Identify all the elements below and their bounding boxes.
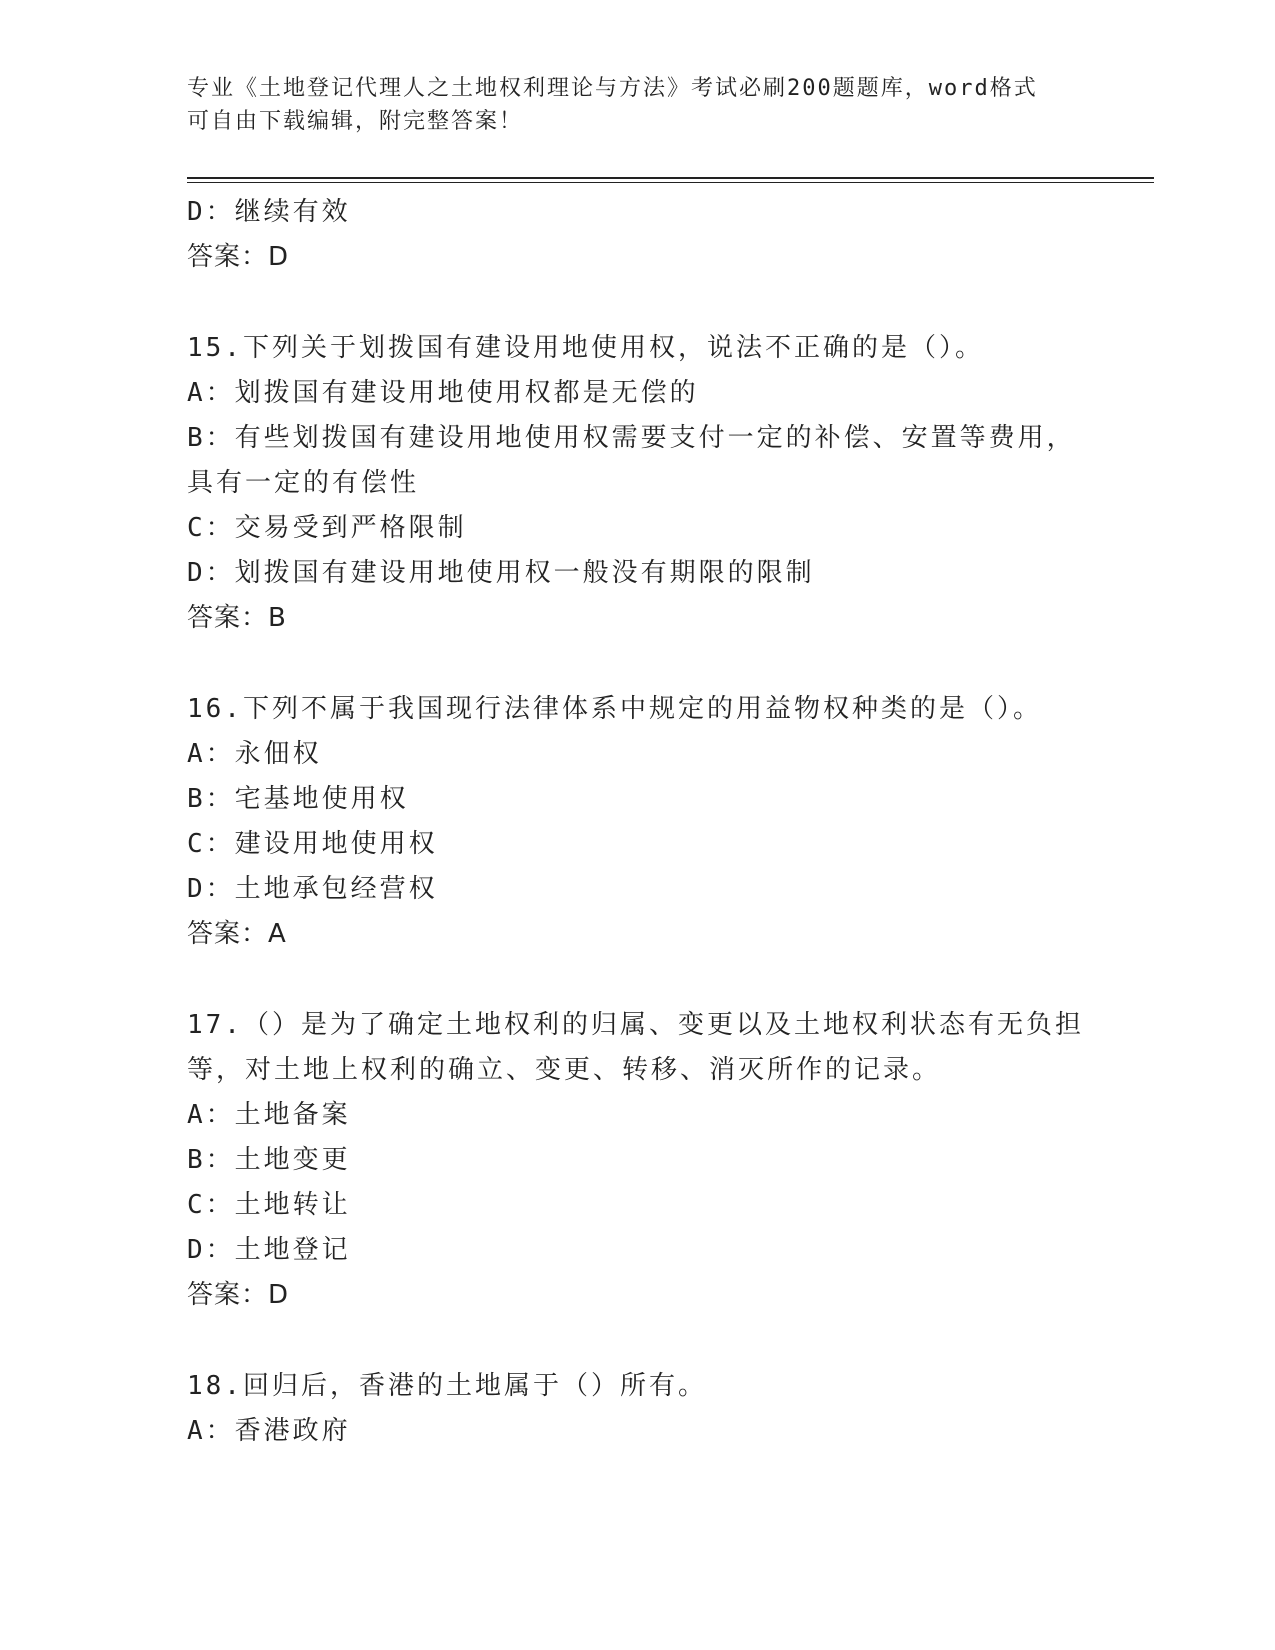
header-line-1: 专业《土地登记代理人之土地权利理论与方法》考试必刷200题题库，word格式 — [187, 76, 1038, 101]
header-line-2: 可自由下载编辑，附完整答案！ — [187, 109, 524, 134]
header-divider-thick — [187, 177, 1154, 179]
option-d: D：划拨国有建设用地使用权一般没有期限的限制 — [187, 558, 815, 588]
option-a: A：香港政府 — [187, 1416, 351, 1446]
question-18 — [187, 1364, 1087, 1454]
option-c: C：建设用地使用权 — [187, 829, 438, 859]
question-17 — [187, 1003, 1087, 1318]
option-d: D：土地承包经营权 — [187, 874, 438, 904]
option-b: B：宅基地使用权 — [187, 784, 409, 814]
question-14 — [187, 190, 1087, 280]
question-stem: 18.回归后，香港的土地属于（）所有。 — [187, 1371, 707, 1401]
question-list — [187, 190, 1087, 1454]
answer: 答案：D — [187, 1280, 290, 1310]
answer: 答案：B — [187, 603, 287, 633]
option-b-continued: 具有一定的有偿性 — [187, 468, 420, 498]
option-b: B：土地变更 — [187, 1145, 351, 1175]
option-a: A：永佃权 — [187, 739, 322, 769]
option-a: A：土地备案 — [187, 1100, 351, 1130]
option-c: C：土地转让 — [187, 1190, 351, 1220]
answer: 答案：A — [187, 919, 287, 949]
option-c: C：交易受到严格限制 — [187, 513, 467, 543]
question-16 — [187, 687, 1087, 957]
spacer — [187, 1318, 1087, 1364]
spacer — [187, 957, 1087, 1003]
question-stem-continued: 等，对土地上权利的确立、变更、转移、消灭所作的记录。 — [187, 1055, 942, 1085]
question-stem: 16.下列不属于我国现行法律体系中规定的用益物权种类的是（）。 — [187, 694, 1042, 724]
answer: 答案：D — [187, 242, 290, 272]
question-stem: 17.（）是为了确定土地权利的归属、变更以及土地权利状态有无负担 — [187, 1010, 1084, 1040]
spacer — [187, 641, 1087, 687]
option-d: D：继续有效 — [187, 197, 351, 227]
option-a: A：划拨国有建设用地使用权都是无偿的 — [187, 378, 699, 408]
question-15 — [187, 326, 1087, 641]
option-d: D：土地登记 — [187, 1235, 351, 1265]
document-header — [187, 72, 1087, 138]
option-b: B：有些划拨国有建设用地使用权需要支付一定的补偿、安置等费用， — [187, 423, 1076, 453]
question-stem: 15.下列关于划拨国有建设用地使用权，说法不正确的是（）。 — [187, 333, 984, 363]
header-divider-thin — [187, 182, 1154, 183]
spacer — [187, 280, 1087, 326]
